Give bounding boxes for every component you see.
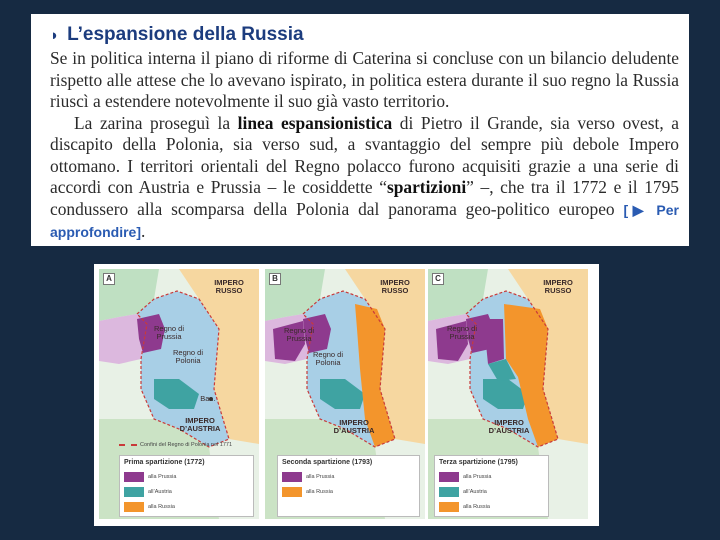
legend-label: alla Russia (463, 504, 490, 510)
label-regno-prussia: Regno di Prussia (283, 326, 315, 343)
label-regno-polonia: Regno di Polonia (172, 348, 204, 365)
border-dash-swatch (119, 444, 137, 446)
legend-first-partition (119, 455, 254, 517)
p2-text-b: di Pietro il Grande, sia verso ovest, a discapito della Polonia, sia verso sud, a svantaggio del sempre più debole Impero ottomano. I territori orientali del Regno polacco furono acquisiti grazie a una serie di accordi con Austria e Prussia – le cosiddette “ (50, 112, 679, 197)
swatch-prussia (124, 472, 144, 482)
legend-label: alla Russia (306, 489, 333, 495)
text-panel (31, 14, 689, 246)
swatch-russia (282, 487, 302, 497)
paragraph-2 (50, 113, 679, 244)
legend-label: all’Austria (148, 489, 172, 495)
bold-spartizioni: spartizioni (386, 177, 467, 197)
partition-maps-panel (94, 264, 599, 526)
p2-text-c: ” –, che tra il 1772 e il 1795 condussero alla scomparsa della Polonia dal panorama geo-politico europeo (50, 177, 679, 219)
bold-linea-espansionistica: linea espansionistica (237, 112, 393, 133)
legend-row-austria (435, 485, 548, 500)
label-impero-russo: IMPERO RUSSO (543, 278, 573, 295)
swatch-prussia (439, 472, 459, 482)
legend-title-b: Seconda spartizione (1793) (282, 459, 373, 466)
section-header (50, 24, 679, 46)
legend-label: alla Prussia (463, 474, 492, 480)
legend-row-russia (120, 500, 253, 515)
label-impero-russo: IMPERO RUSSO (214, 278, 244, 295)
border-legend-label: Confini del Regno di Polonia nel 1771 (140, 442, 233, 448)
label-impero-austria: IMPERO D’AUSTRIA (488, 418, 530, 435)
legend-title-c: Terza spartizione (1795) (439, 459, 518, 466)
legend-row-prussia (435, 470, 548, 485)
label-impero-austria: IMPERO D’AUSTRIA (333, 418, 375, 435)
swatch-russia (124, 502, 144, 512)
title-marker-icon: ◗ (50, 26, 60, 44)
border-legend (119, 442, 232, 448)
legend-row-russia (278, 485, 419, 500)
legend-row-prussia (278, 470, 419, 485)
label-regno-prussia: Regno di Prussia (153, 324, 185, 341)
swatch-prussia (282, 472, 302, 482)
swatch-austria (124, 487, 144, 497)
legend-third-partition (434, 455, 549, 517)
p2-text-a: La zarina proseguì la (74, 112, 238, 133)
paragraph-1: Se in politica interna il piano di riforme di Caterina si concluse con un bilancio deludente rispetto alle attese che lo avevano ispirato, in politica estera durante il suo regno la Russia riuscì a estendere notevolmente il suo già vasto territorio. (50, 48, 679, 111)
map-first-partition (99, 269, 259, 519)
per-approfondire-link[interactable]: [▶ Per approfondire] (50, 201, 680, 240)
panel-letter-c: C (432, 273, 444, 285)
legend-label: alla Prussia (306, 474, 335, 480)
legend-label: alla Russia (148, 504, 175, 510)
label-impero-austria: IMPERO D’AUSTRIA (179, 416, 221, 433)
swatch-russia (439, 502, 459, 512)
panel-letter-b: B (269, 273, 281, 285)
legend-label: alla Prussia (148, 474, 177, 480)
swatch-austria (439, 487, 459, 497)
map-second-partition (265, 269, 425, 519)
legend-second-partition (277, 455, 420, 517)
legend-row-russia (435, 500, 548, 515)
label-impero-russo: IMPERO RUSSO (380, 278, 410, 295)
legend-row-austria (120, 485, 253, 500)
label-regno-prussia: Regno di Prussia (446, 324, 478, 341)
panel-letter-a: A (103, 273, 115, 285)
label-capital: Ba... (200, 394, 216, 403)
legend-row-prussia (120, 470, 253, 485)
label-regno-polonia: Regno di Polonia (312, 350, 344, 367)
legend-label: all’Austria (463, 489, 487, 495)
p2-end: . (141, 221, 146, 241)
legend-title-a: Prima spartizione (1772) (124, 459, 205, 466)
map-third-partition (428, 269, 588, 519)
section-title: L’espansione della Russia (67, 24, 304, 45)
